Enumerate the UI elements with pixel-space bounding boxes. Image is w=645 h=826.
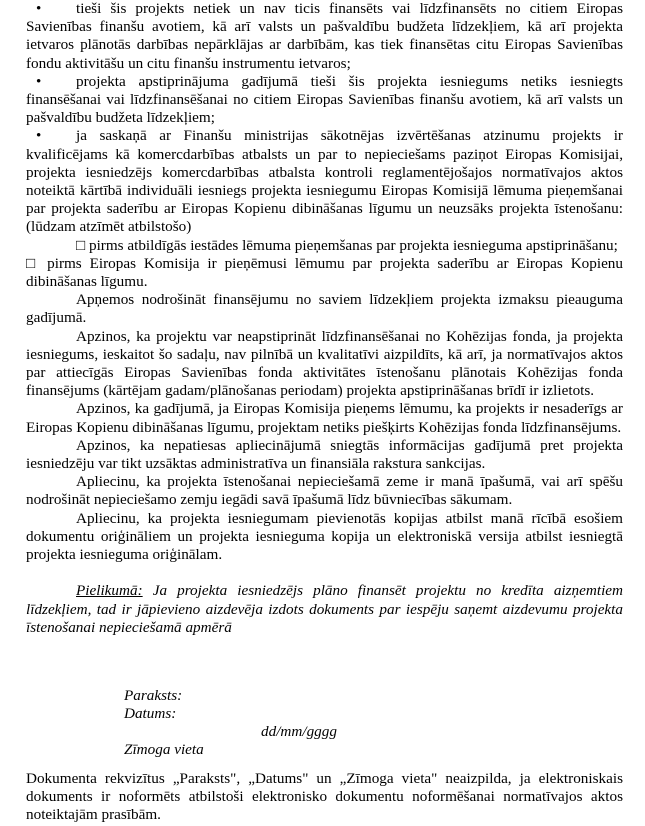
paragraph: Apzinos, ka projektu var neapstiprināt līdzfinansēšanai no Kohēzijas fonda, ja projekta iesniegums, ieskaitot šo sadaļu, nav pilnībā un kvalitatīvi aizpildīts, kā arī, ja normatīvajos aktos par attiecīgās Eiropas Savienības fonda aktivitātes īstenošanu plānotais Kohēzijas fonda finansējums (kārtējam gadam/plānošanas periodam) projekta apstiprināšanas brīdī ir izlietots. xyxy=(26,327,623,400)
bullet-item xyxy=(26,73,623,128)
paragraph: Apliecinu, ka projekta īstenošanai nepieciešamā zeme ir manā īpašumā, vai arī spēšu nodrošināt nepieciešamo zemju iegādi savā īpašumā līdz būvniecības sākumam. xyxy=(26,473,623,509)
annex-label: Pielikumā: xyxy=(76,582,143,600)
signature-label: Paraksts: xyxy=(124,687,183,704)
bullet-icon: • xyxy=(36,127,42,145)
bullet-icon: • xyxy=(36,72,42,90)
checkbox-option[interactable]: □ pirms atbildīgās iestādes lēmuma pieņemšanas par projekta iesnieguma apstiprināšanu; xyxy=(76,236,618,254)
paragraph: Apņemos nodrošināt finansējumu no saviem līdzekļiem projekta izmaksu pieauguma gadījumā. xyxy=(26,291,623,327)
annex-note xyxy=(26,582,623,637)
signature-block xyxy=(124,687,524,723)
stamp-label: Zīmoga vieta xyxy=(124,741,204,758)
bullet-item xyxy=(26,0,623,73)
annex-text: Ja projekta iesniedzējs plāno finansēt projektu no kredīta aizņemtiem līdzekļiem, tad ir jāpievieno aizdevēja izdots dokuments par iespēju saņemt aizdevumu projekta īstenošanai nepieciešamā apmērā xyxy=(26,582,623,636)
footer-note: Dokumenta rekvizītus „Paraksts", „Datums" un „Zīmoga vieta" neaizpilda, ja elektroniskais dokuments ir noformēts atbilstoši elektronisko dokumentu noformēšanai normatīvajos aktos noteiktajām prasībām. xyxy=(26,770,623,824)
paragraph: Apzinos, ka nepatiesas apliecinājumā sniegtās informācijas gadījumā pret projekta iesniedzēju var tikt uzsāktas administratīva un finansiāla rakstura sankcijas. xyxy=(26,436,623,473)
paragraph: Apzinos, ka gadījumā, ja Eiropas Komisija pieņems lēmumu, ka projekts ir nesaderīgs ar Eiropas Kopienu dibināšanas līgumu, projektam netiks piešķirts Kohēzijas fonda līdzfinansējums. xyxy=(26,400,623,436)
date-format: dd/mm/gggg xyxy=(261,723,337,740)
date-label: Datums: xyxy=(124,705,177,722)
bullet-item xyxy=(26,127,623,236)
bullet-text: tieši šis projekts netiek un nav ticis finansēts vai līdzfinansēts no citiem Eiropas Savienības finanšu avotiem, kā arī valsts un pašvaldību budžeta līdzekļiem, kā arī projekta ietvaros plānotās darbības nepārklājas ar darbībām, kas tiek finansētas citu Eiropas Savienības fondu aktivitāšu un citu finanšu instrumentu ietvaros; xyxy=(26,0,623,72)
bullet-text: ja saskaņā ar Finanšu ministrijas sākotnējas izvērtēšanas atzinumu projekts ir kvalificējams kā komercdarbības atbalsts un par to nepieciešams paziņot Eiropas Komisijai, projekta iesniedzējs komercdarbības atbalsta kontroli reglamentējošajos normatīvajos aktos noteiktā kārtībā individuāli iesniegs projekta iesniegumu Eiropas Komisijā lēmuma pieņemšanai par projekta saderību ar Eiropas Kopienu dibināšanas līgumu un neuzsāks projekta īstenošanu: (lūdzam atzīmēt atbilstošo) xyxy=(26,127,623,236)
bullet-text: projekta apstiprinājuma gadījumā tieši šis projekta iesniegums netiks iesniegts finansēšanai vai līdzfinansēšanai no citiem Eiropas Savienības finanšu avotiem, kā arī valsts un pašvaldību budžeta līdzekļiem; xyxy=(26,72,623,127)
checkbox-option[interactable]: □ pirms Eiropas Komisija ir pieņēmusi lēmumu par projekta saderību ar Eiropas Kopienu dibināšanas līgumu. xyxy=(26,254,623,291)
document-body xyxy=(26,0,623,637)
paragraph: Apliecinu, ka projekta iesniegumam pievienotās kopijas atbilst manā rīcībā esošiem dokumentu oriģināliem un projekta iesnieguma kopija un elektroniskā versija atbilst iesniegtā projekta iesnieguma oriģinālam. xyxy=(26,509,623,564)
bullet-icon: • xyxy=(36,0,42,17)
